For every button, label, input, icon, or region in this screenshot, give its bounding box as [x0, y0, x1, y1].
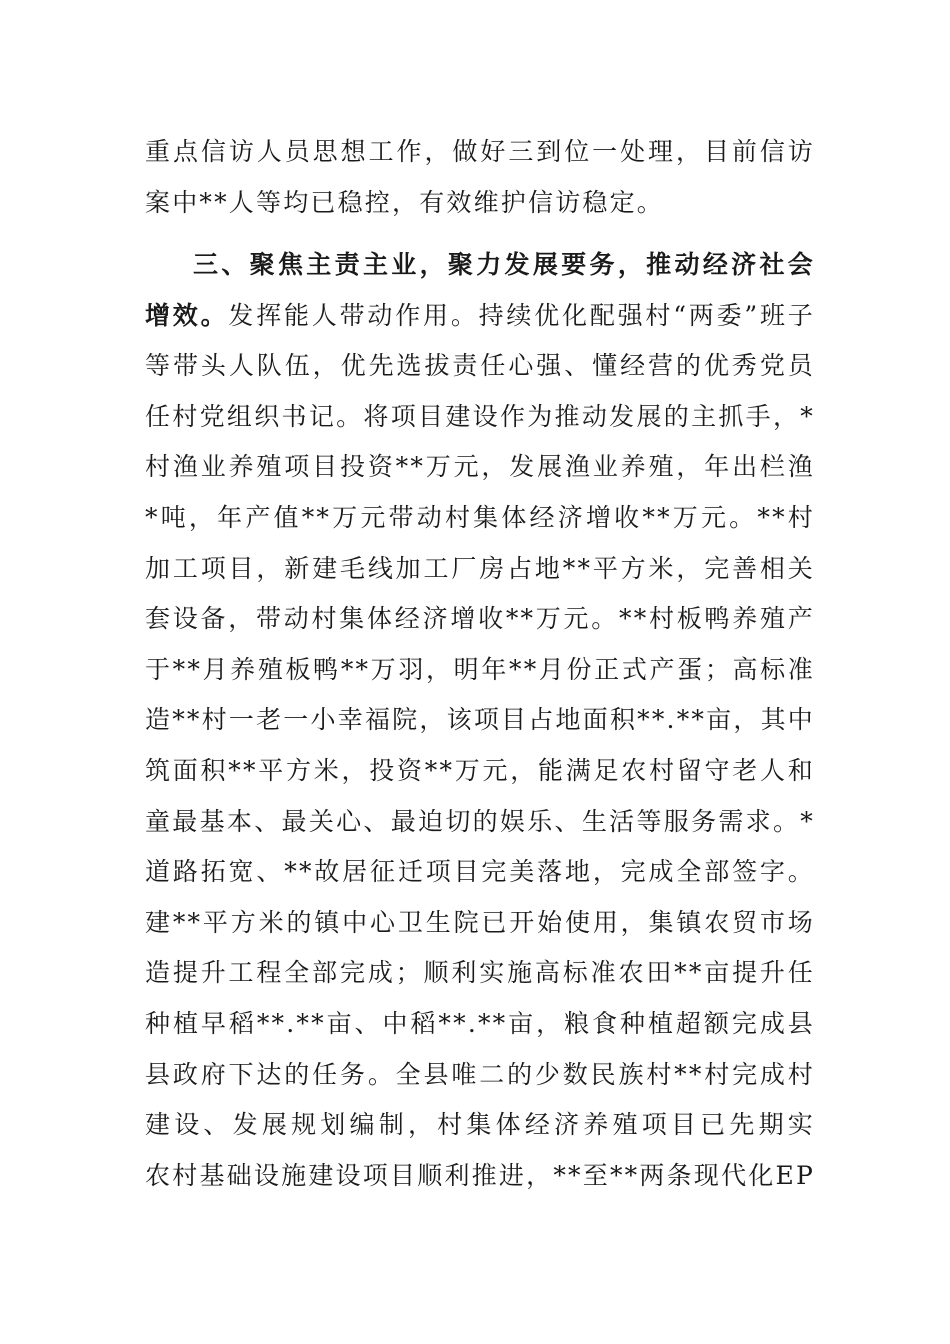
paragraph-petition-stability — [145, 127, 815, 228]
text-line: 村渔业养殖项目投资**万元，发展渔业养殖，年出栏渔 — [145, 452, 815, 482]
text-line: 县政府下达的任务。全县唯二的少数民族村**村完成村 — [145, 1059, 815, 1089]
text-line: 建设、发展规划编制，村集体经济养殖项目已先期实 — [145, 1110, 815, 1140]
text-line: *吨，年产值**万元带动村集体经济增收**万元。**村 — [145, 502, 815, 532]
paragraph-economic-development — [145, 240, 815, 1201]
text-line: 筑面积**平方米，投资**万元，能满足农村留守老人和 — [145, 755, 815, 785]
text-line — [145, 291, 815, 342]
text-line: 种植早稻**.**亩、中稻**.**亩，粮食种植超额完成县 — [145, 1008, 815, 1038]
text-line: 加工项目，新建毛线加工厂房占地**平方米，完善相关 — [145, 553, 815, 583]
section-heading-end: 增效。 — [145, 300, 229, 330]
text-line: 道路拓宽、**故居征迁项目完美落地，完成全部签字。 — [145, 857, 815, 887]
section-heading: 三、聚焦主责主业，聚力发展要务，推动经济社会 — [193, 250, 815, 279]
text-line: 造**村一老一小幸福院，该项目占地面积**.**亩，其中 — [145, 705, 815, 735]
text-line: 案中**人等均已稳控，有效维护信访稳定。 — [145, 187, 665, 217]
text-line: 于**月养殖板鸭**万羽，明年**月份正式产蛋；高标准 — [145, 654, 815, 684]
text-line: 等带头人队伍，优先选拔责任心强、懂经营的优秀党员 — [145, 351, 815, 381]
text-line: 建**平方米的镇中心卫生院已开始使用，集镇农贸市场 — [145, 907, 815, 937]
text-line: 套设备，带动村集体经济增收**万元。**村板鸭养殖产 — [145, 604, 815, 634]
text-line: 任村党组织书记。将项目建设作为推动发展的主抓手，* — [145, 401, 815, 431]
text-line: 农村基础设施建设项目顺利推进，**至**两条现代化EP — [145, 1160, 815, 1190]
text-line: 造提升工程全部完成；顺利实施高标准农田**亩提升任 — [145, 958, 815, 988]
text-run: 发挥能人带动作用。持续优化配强村“两委”班子 — [228, 300, 815, 330]
text-line: 童最基本、最关心、最迫切的娱乐、生活等服务需求。* — [145, 806, 815, 836]
text-line: 重点信访人员思想工作，做好三到位一处理，目前信访 — [145, 137, 815, 166]
